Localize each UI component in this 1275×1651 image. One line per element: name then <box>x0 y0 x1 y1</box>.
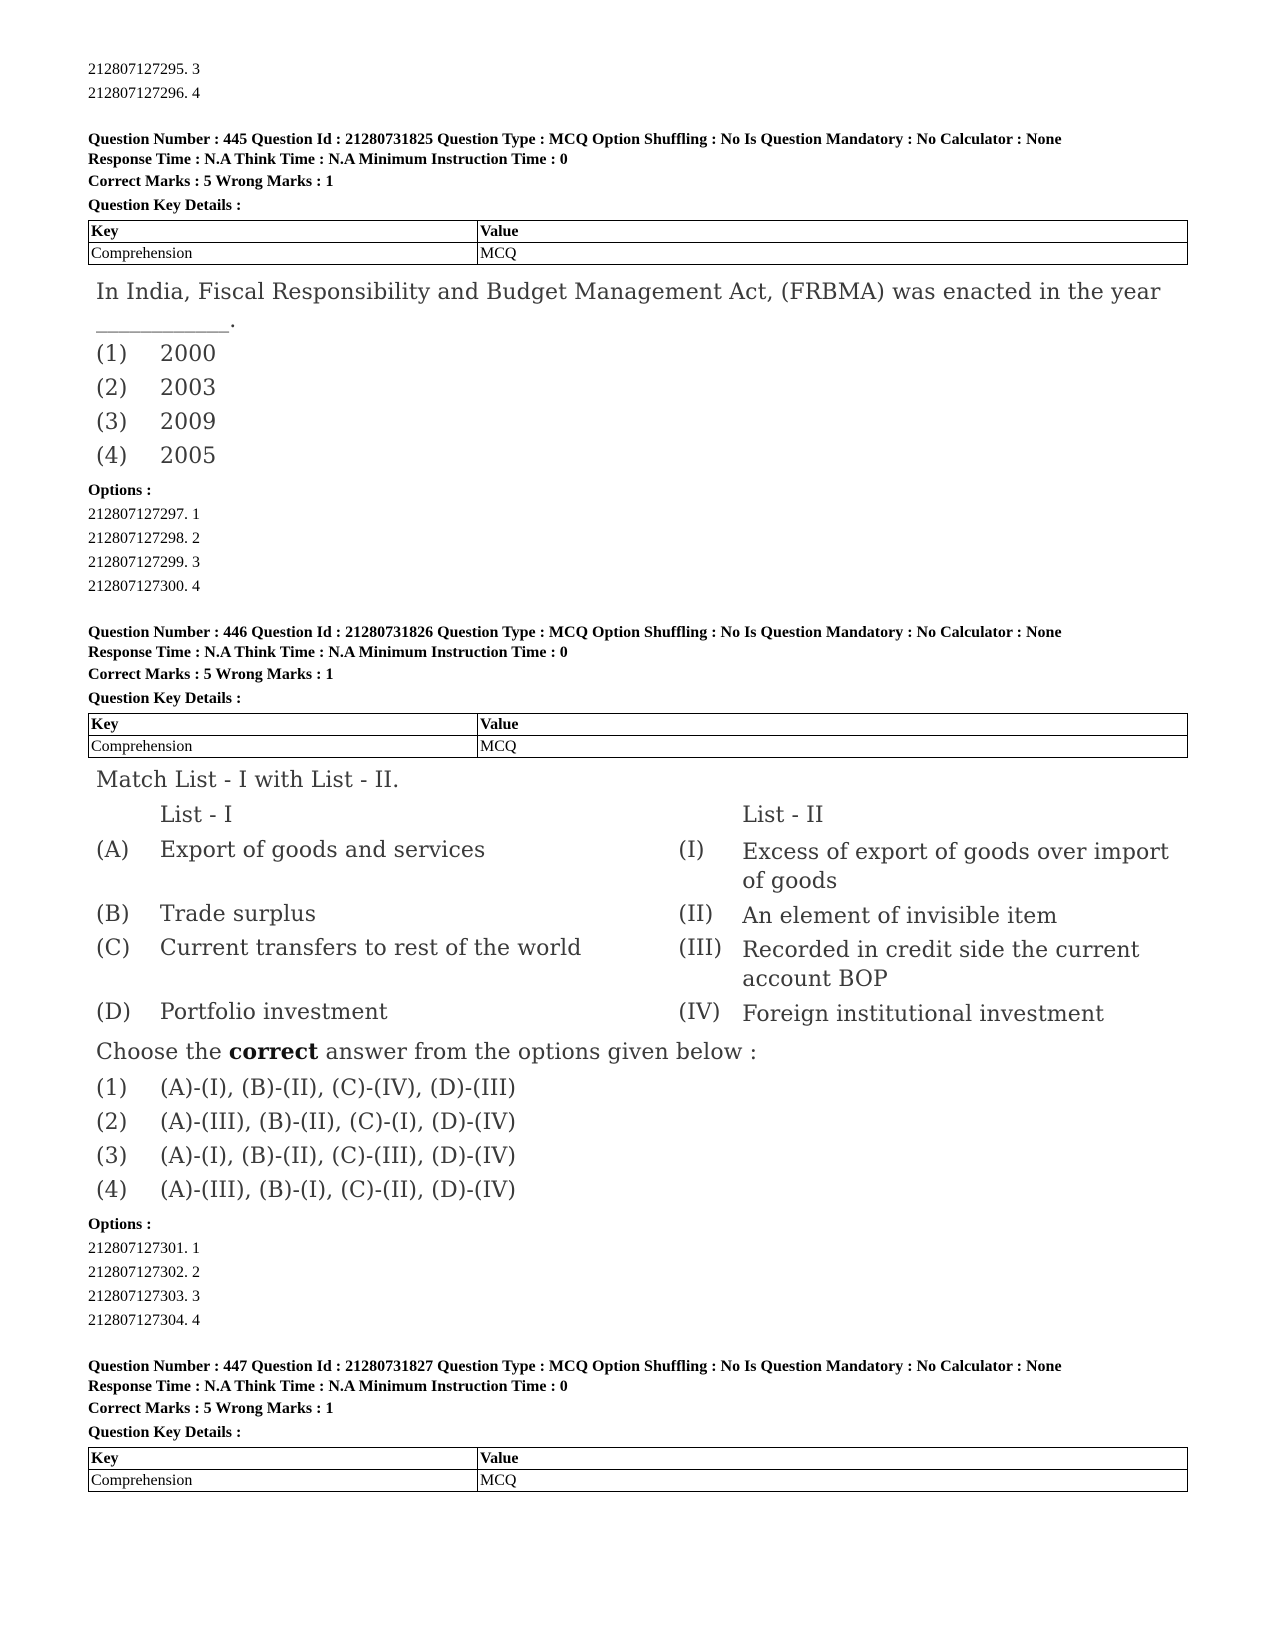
table-cell-value: MCQ <box>478 736 1188 758</box>
option-item: 212807127301. 1 <box>88 1240 200 1257</box>
key-details-table <box>88 713 1188 758</box>
question-marks: Correct Marks : 5 Wrong Marks : 1 <box>88 666 334 683</box>
choose-instruction: Choose the correct answer from the options given below : <box>96 1039 758 1065</box>
list1-text: Trade surplus <box>159 902 317 927</box>
question-timing: Response Time : N.A Think Time : N.A Minimum Instruction Time : 0 <box>88 644 568 661</box>
question-blank: ____________. <box>96 308 237 333</box>
list2-text: Recorded in credit side the current account BOP <box>742 938 1140 992</box>
choice-number: (1) <box>96 341 128 367</box>
key-details-label: Question Key Details : <box>88 197 242 214</box>
question-445 <box>88 130 1193 599</box>
previous-options-list <box>88 58 1193 106</box>
option-item: 212807127302. 2 <box>88 1264 200 1281</box>
list1-label: (D) <box>96 1000 132 1025</box>
table-cell-key: Comprehension <box>89 736 478 758</box>
list2-label: (III) <box>678 936 723 961</box>
option-item: 212807127295. 3 <box>88 61 200 78</box>
table-header-value: Value <box>478 1448 1188 1470</box>
list1-label: (A) <box>96 838 130 863</box>
question-meta: Question Number : 445 Question Id : 21280731825 Question Type : MCQ Option Shuffling : No Is Question Mandatory : No Calculator : None <box>88 131 1062 148</box>
choice-number: (2) <box>96 375 128 401</box>
table-header-value: Value <box>478 221 1188 243</box>
choice-row <box>96 439 1193 473</box>
question-timing: Response Time : N.A Think Time : N.A Minimum Instruction Time : 0 <box>88 151 568 168</box>
list2-label: (I) <box>678 838 705 863</box>
choice-text: (A)-(I), (B)-(II), (C)-(IV), (D)-(III) <box>160 1075 517 1101</box>
option-item: 212807127296. 4 <box>88 85 200 102</box>
list1-label: (B) <box>96 902 130 927</box>
table-header-key: Key <box>89 221 478 243</box>
document-page <box>88 58 1193 1492</box>
options-label: Options : <box>88 1216 152 1233</box>
choice-row <box>96 371 1193 405</box>
list2-label: (IV) <box>678 1000 721 1025</box>
question-marks: Correct Marks : 5 Wrong Marks : 1 <box>88 173 334 190</box>
match-row <box>96 1000 1193 1034</box>
list2-text: Excess of export of goods over import of goods <box>742 840 1169 894</box>
choice-number: (2) <box>96 1109 128 1135</box>
option-item: 212807127300. 4 <box>88 578 200 595</box>
choice-number: (4) <box>96 443 128 469</box>
choice-number: (3) <box>96 1143 128 1169</box>
choice-row <box>96 1139 1193 1173</box>
choice-text: (A)-(III), (B)-(I), (C)-(II), (D)-(IV) <box>160 1177 517 1203</box>
question-timing: Response Time : N.A Think Time : N.A Minimum Instruction Time : 0 <box>88 1378 568 1395</box>
key-details-label: Question Key Details : <box>88 1424 242 1441</box>
question-body <box>88 277 1193 473</box>
list1-title: List - I <box>159 803 233 828</box>
question-marks: Correct Marks : 5 Wrong Marks : 1 <box>88 1400 334 1417</box>
choice-row <box>96 1173 1193 1207</box>
option-item: 212807127297. 1 <box>88 506 200 523</box>
table-header-value: Value <box>478 714 1188 736</box>
list1-text: Current transfers to rest of the world <box>159 936 582 961</box>
list1-text: Export of goods and services <box>159 838 486 863</box>
table-header-key: Key <box>89 714 478 736</box>
key-details-label: Question Key Details : <box>88 690 242 707</box>
choice-text: 2005 <box>160 443 217 469</box>
choice-number: (3) <box>96 409 128 435</box>
table-cell-value: MCQ <box>478 243 1188 265</box>
choice-text: 2003 <box>160 375 217 401</box>
list2-label: (II) <box>678 902 714 927</box>
choice-number: (4) <box>96 1177 128 1203</box>
match-row <box>96 902 1193 936</box>
list2-text: Foreign institutional investment <box>742 1002 1105 1027</box>
question-text: In India, Fiscal Responsibility and Budget Management Act, (FRBMA) was enacted in the year <box>96 280 1161 305</box>
key-details-table <box>88 220 1188 265</box>
option-item: 212807127303. 3 <box>88 1288 200 1305</box>
list-headers <box>96 798 1193 834</box>
table-cell-key: Comprehension <box>89 1470 478 1492</box>
choice-number: (1) <box>96 1075 128 1101</box>
choice-row <box>96 1105 1193 1139</box>
question-446 <box>88 623 1193 1333</box>
choice-row <box>96 337 1193 371</box>
question-body <box>88 764 1193 1207</box>
table-cell-value: MCQ <box>478 1470 1188 1492</box>
choice-row <box>96 405 1193 439</box>
choice-text: 2009 <box>160 409 217 435</box>
options-label: Options : <box>88 482 152 499</box>
match-row <box>96 936 1193 1000</box>
key-details-table <box>88 1447 1188 1492</box>
list1-label: (C) <box>96 936 131 961</box>
table-header-key: Key <box>89 1448 478 1470</box>
list1-text: Portfolio investment <box>159 1000 388 1025</box>
list2-text: An element of invisible item <box>742 904 1058 929</box>
list2-title: List - II <box>742 803 824 828</box>
table-cell-key: Comprehension <box>89 243 478 265</box>
option-item: 212807127299. 3 <box>88 554 200 571</box>
option-item: 212807127298. 2 <box>88 530 200 547</box>
choice-text: (A)-(III), (B)-(II), (C)-(I), (D)-(IV) <box>160 1109 517 1135</box>
question-meta: Question Number : 446 Question Id : 21280731826 Question Type : MCQ Option Shuffling : No Is Question Mandatory : No Calculator : None <box>88 624 1062 641</box>
match-row <box>96 838 1193 902</box>
choice-row <box>96 1071 1193 1105</box>
choice-text: 2000 <box>160 341 217 367</box>
question-meta: Question Number : 447 Question Id : 21280731827 Question Type : MCQ Option Shuffling : No Is Question Mandatory : No Calculator : None <box>88 1358 1062 1375</box>
choice-text: (A)-(I), (B)-(II), (C)-(III), (D)-(IV) <box>160 1143 517 1169</box>
option-item: 212807127304. 4 <box>88 1312 200 1329</box>
question-447 <box>88 1357 1193 1492</box>
match-instruction: Match List - I with List - II. <box>96 768 400 793</box>
